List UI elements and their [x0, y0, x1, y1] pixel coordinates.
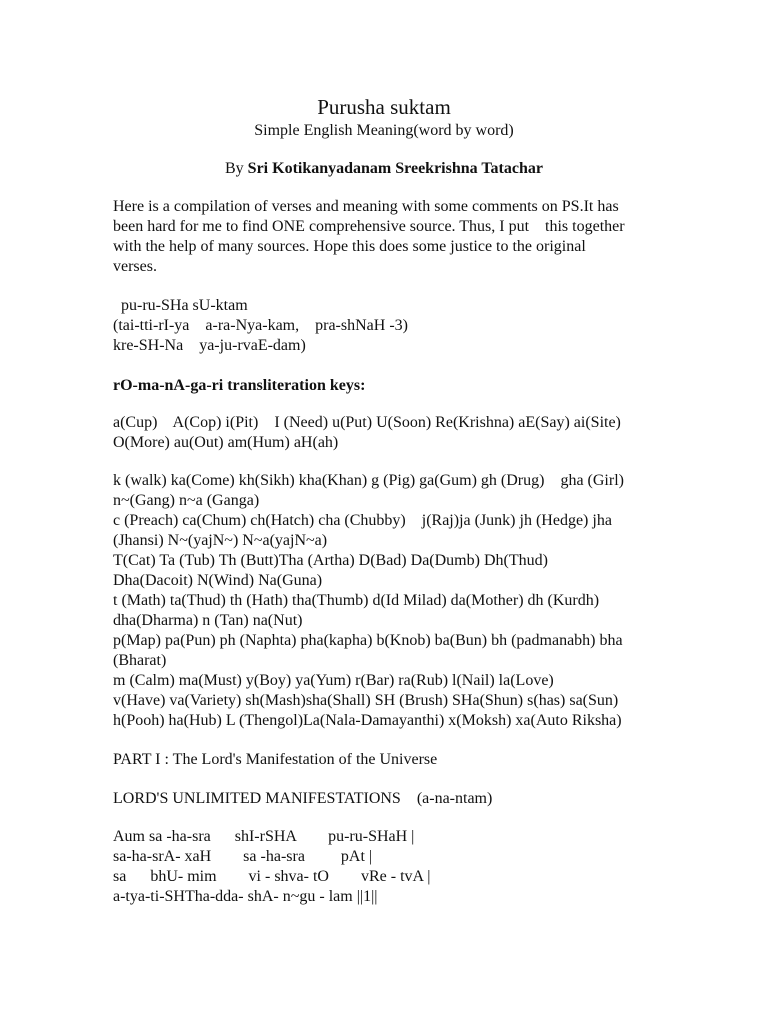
keys-heading-block [113, 376, 673, 396]
intro-line: Here is a compilation of verses and meaning with some comments on PS.It has [113, 198, 619, 215]
intro-line: verses. [113, 258, 157, 275]
consonant-key-line: dha(Dharma) n (Tan) na(Nut) [113, 612, 303, 629]
consonant-key-line: T(Cat) Ta (Tub) Th (Butt)Tha (Artha) D(Bad) Da(Dumb) Dh(Thud) [113, 552, 548, 569]
document-subtitle: Simple English Meaning(word by word) [254, 122, 514, 139]
verse-line: Aum sa -ha-sra shI-rSHA pu-ru-SHaH | [113, 828, 415, 845]
verse-line: a-tya-ti-SHTha-dda- shA- n~gu - lam ||1|| [113, 888, 378, 905]
consonant-key-line: t (Math) ta(Thud) th (Hath) tha(Thumb) d(Id Milad) da(Mother) dh (Kurdh) [113, 592, 600, 609]
verse-line: sa-ha-srA- xaH sa -ha-sra pAt | [113, 848, 373, 865]
consonant-key-line: p(Map) pa(Pun) ph (Naphta) pha(kapha) b(Knob) ba(Bun) bh (padmanabh) bha [113, 632, 623, 649]
consonant-key-line: m (Calm) ma(Must) y(Boy) ya(Yum) r(Bar) ra(Rub) l(Nail) la(Love) [113, 672, 554, 689]
source-line: kre-SH-Na ya-ju-rvaE-dam) [113, 337, 306, 354]
verse-block [113, 827, 673, 907]
intro-line: with the help of many sources. Hope this does some justice to the original [113, 238, 586, 255]
consonant-key-line: v(Have) va(Variety) sh(Mash)sha(Shall) SH (Brush) SHa(Shun) s(has) sa(Sun) [113, 692, 619, 709]
vowel-key-line: O(More) au(Out) am(Hum) aH(ah) [113, 434, 339, 451]
byline-prefix: By [225, 160, 248, 177]
consonant-key-line: n~(Gang) n~a (Ganga) [113, 492, 260, 509]
vowel-keys [113, 413, 673, 453]
consonant-keys [113, 471, 673, 731]
vowel-key-line: a(Cup) A(Cop) i(Pit) I (Need) u(Put) U(Soon) Re(Krishna) aE(Say) ai(Site) [113, 414, 621, 431]
document-title: Purusha suktam [317, 95, 451, 119]
author-name: Sri Kotikanyadanam Sreekrishna Tatachar [247, 160, 543, 177]
consonant-key-line: (Bharat) [113, 652, 167, 669]
section-heading: LORD'S UNLIMITED MANIFESTATIONS (a-na-ntam) [113, 790, 493, 807]
consonant-key-line: h(Pooh) ha(Hub) L (Thengol)La(Nala-Damayanthi) x(Moksh) xa(Auto Riksha) [113, 712, 622, 729]
consonant-key-line: Dha(Dacoit) N(Wind) Na(Guna) [113, 572, 323, 589]
byline [0, 159, 768, 179]
keys-heading: rO-ma-nA-ga-ri transliteration keys: [113, 377, 366, 394]
source-line: pu-ru-SHa sU-ktam [113, 297, 248, 314]
verse-line: sa bhU- mim vi - shva- tO vRe - tvA | [113, 868, 431, 885]
intro-paragraph [113, 197, 673, 277]
part-heading-block [113, 750, 673, 770]
source-line: (tai-tti-rI-ya a-ra-Nya-kam, pra-shNaH -3) [113, 317, 408, 334]
consonant-key-line: k (walk) ka(Come) kh(Sikh) kha(Khan) g (Pig) ga(Gum) gh (Drug) gha (Girl) [113, 472, 624, 489]
consonant-key-line: (Jhansi) N~(yajN~) N~a(yajN~a) [113, 532, 328, 549]
section-heading-block [113, 789, 673, 809]
consonant-key-line: c (Preach) ca(Chum) ch(Hatch) cha (Chubby) j(Raj)ja (Junk) jh (Hedge) jha [113, 512, 612, 529]
intro-line: been hard for me to find ONE comprehensive source. Thus, I put this together [113, 218, 625, 235]
source-reference [113, 296, 673, 356]
part-heading: PART I : The Lord's Manifestation of the Universe [113, 751, 438, 768]
